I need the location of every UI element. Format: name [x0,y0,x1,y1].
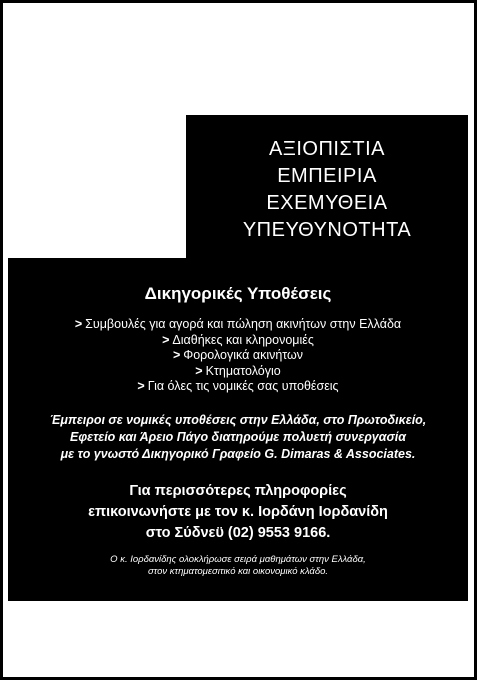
service-label: Κτηματολόγιο [205,363,281,378]
ad-title: Δικηγορικές Υποθέσεις [144,284,332,303]
contact-line: επικοινωνήστε με τον κ. Ιορδάνη Ιορδανίδη [88,503,388,520]
service-item [8,348,468,364]
value-item: ΕΜΠΕΙΡΙΑ [277,165,377,187]
value-item: ΕΧΕΜΥΘΕΙΑ [266,192,388,214]
footnote-line: Ο κ. Ιορδανίδης ολοκλήρωσε σειρά μαθημάτων στην Ελλάδα, [110,553,366,565]
service-item [8,317,468,333]
arrow-icon: > [137,379,145,393]
service-label: Φορολογικά ακινήτων [183,348,304,362]
contact-line: στο Σύδνεϋ (02) 9553 9166. [145,524,331,541]
contact-info [8,481,468,544]
contact-line: Για περισσότερες πληροφορίες [129,482,347,499]
value-item: ΥΠΕΥΘΥΝΟΤΗΤΑ [242,219,412,241]
footnote-line: στον κτηματομεσιτικό και οικονομικό κλάδο. [147,565,329,577]
arrow-icon: > [195,363,203,378]
description-line: Έμπειροι σε νομικές υποθέσεις στην Ελλάδα, στο Πρωτοδικείο, [49,412,427,427]
service-label: Συμβουλές για αγορά και πώληση ακινήτων στην Ελλάδα [85,317,402,331]
service-item [8,379,468,395]
services-list [8,317,468,395]
service-label: Για όλες τις νομικές σας υποθέσεις [147,379,339,393]
footnote [8,554,468,578]
description-line: Εφετείο και Άρειο Πάγο διατηρούμε πολυετή συνεργασία [70,429,406,444]
arrow-icon: > [74,317,83,331]
values-list [186,136,468,244]
service-item [8,333,468,349]
description-line: με το γνωστό Δικηγορικό Γραφείο G. Dimaras & Associates. [60,446,416,461]
arrow-icon: > [172,348,181,362]
main-content [8,283,468,578]
description [8,412,468,463]
service-label: Διαθήκες και κληρονομιές [172,332,314,347]
service-item [8,364,468,380]
arrow-icon: > [162,332,170,347]
value-item: ΑΞΙΟΠΙΣΤΙΑ [269,138,385,160]
